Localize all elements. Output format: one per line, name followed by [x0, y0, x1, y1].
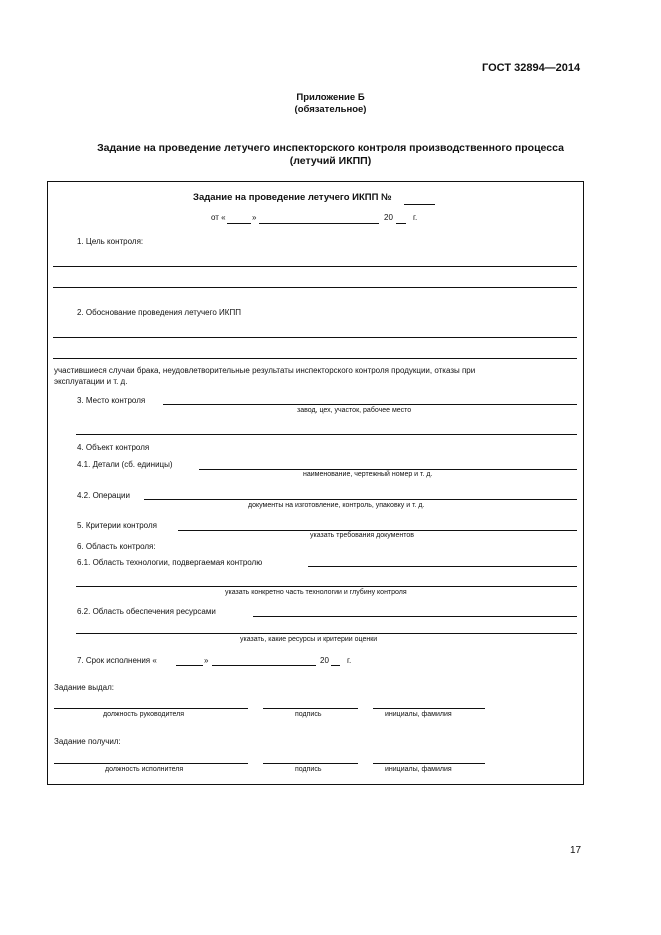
date-from: от « [211, 213, 226, 222]
item4-1-line[interactable] [199, 469, 577, 470]
item7-day-line[interactable] [176, 665, 203, 666]
issued-position-line[interactable] [54, 708, 248, 709]
item4-1-hint: наименование, чертежный номер и т. д. [303, 471, 433, 478]
item4-2-hint: документы на изготовление, контроль, упаковку и т. д. [248, 502, 425, 509]
item5-hint: указать требования документов [310, 532, 414, 539]
item1-label: 1. Цель контроля: [77, 237, 144, 246]
page-number: 17 [570, 845, 582, 856]
issued-position-hint: должность руководителя [103, 711, 185, 718]
document-title-line1: Задание на проведение летучего инспекторского контроля производственного процесса [97, 142, 564, 154]
date-year-suffix: г. [413, 213, 418, 222]
item6-2-line2[interactable] [76, 633, 577, 634]
issued-label: Задание выдал: [54, 683, 114, 692]
item7-year: 20 [320, 656, 329, 665]
standard-number: ГОСТ 32894—2014 [482, 62, 581, 74]
item2-label: 2. Обоснование проведения летучего ИКПП [77, 308, 241, 317]
date-year-line[interactable] [396, 223, 406, 224]
justification-note-2: эксплуатации и т. д. [54, 377, 128, 386]
form-frame [47, 181, 584, 785]
item6-1-line[interactable] [308, 566, 577, 567]
item6-2-hint: указать, какие ресурсы и критерии оценки [240, 636, 378, 643]
received-position-hint: должность исполнителя [105, 766, 184, 773]
item3-line[interactable] [163, 404, 577, 405]
item6-2-label: 6.2. Область обеспечения ресурсами [77, 607, 216, 616]
date-day-line[interactable] [227, 223, 251, 224]
issued-name-hint: инициалы, фамилия [385, 711, 452, 718]
issued-name-line[interactable] [373, 708, 485, 709]
received-name-hint: инициалы, фамилия [385, 766, 452, 773]
item6-1-label: 6.1. Область технологии, подвергаемая контролю [77, 558, 263, 567]
appendix-type: (обязательное) [294, 104, 367, 115]
item4-label: 4. Объект контроля [77, 443, 150, 452]
received-signature-hint: подпись [295, 766, 322, 773]
item7-mid: » [204, 656, 209, 665]
item3-label: 3. Место контроля [77, 396, 146, 405]
item6-1-line2[interactable] [76, 586, 577, 587]
item3-hint: завод, цех, участок, рабочее место [297, 407, 412, 414]
issued-signature-line[interactable] [263, 708, 358, 709]
form-number-line[interactable] [404, 204, 435, 205]
item6-1-hint: указать конкретно часть технологии и глубину контроля [225, 589, 407, 596]
item7-suffix: г. [347, 656, 352, 665]
form-heading: Задание на проведение летучего ИКПП № [193, 192, 392, 203]
item7-year-line[interactable] [331, 665, 340, 666]
item2-line1[interactable] [53, 337, 577, 338]
item5-label: 5. Критерии контроля [77, 521, 157, 530]
item6-2-line[interactable] [253, 616, 577, 617]
item7-prefix: 7. Срок исполнения « [77, 656, 157, 665]
item3-line2[interactable] [76, 434, 577, 435]
item4-2-line[interactable] [144, 499, 577, 500]
item5-line[interactable] [178, 530, 577, 531]
received-name-line[interactable] [373, 763, 485, 764]
item7-month-line[interactable] [212, 665, 316, 666]
item4-1-label: 4.1. Детали (сб. единицы) [77, 460, 173, 469]
date-mid: » [252, 213, 257, 222]
item1-line1[interactable] [53, 266, 577, 267]
received-label: Задание получил: [54, 737, 121, 746]
date-year-prefix: 20 [384, 213, 393, 222]
issued-signature-hint: подпись [295, 711, 322, 718]
document-title-line2: (летучий ИКПП) [289, 155, 372, 167]
item4-2-label: 4.2. Операции [77, 491, 130, 500]
date-month-line[interactable] [259, 223, 379, 224]
justification-note-1: участившиеся случаи брака, неудовлетворительные результаты инспекторского контроля продукции, отказы при [54, 366, 476, 375]
item1-line2[interactable] [53, 287, 577, 288]
item2-line2[interactable] [53, 358, 577, 359]
received-signature-line[interactable] [263, 763, 358, 764]
appendix-title: Приложение Б [296, 92, 365, 103]
received-position-line[interactable] [54, 763, 248, 764]
item6-label: 6. Область контроля: [77, 542, 156, 551]
